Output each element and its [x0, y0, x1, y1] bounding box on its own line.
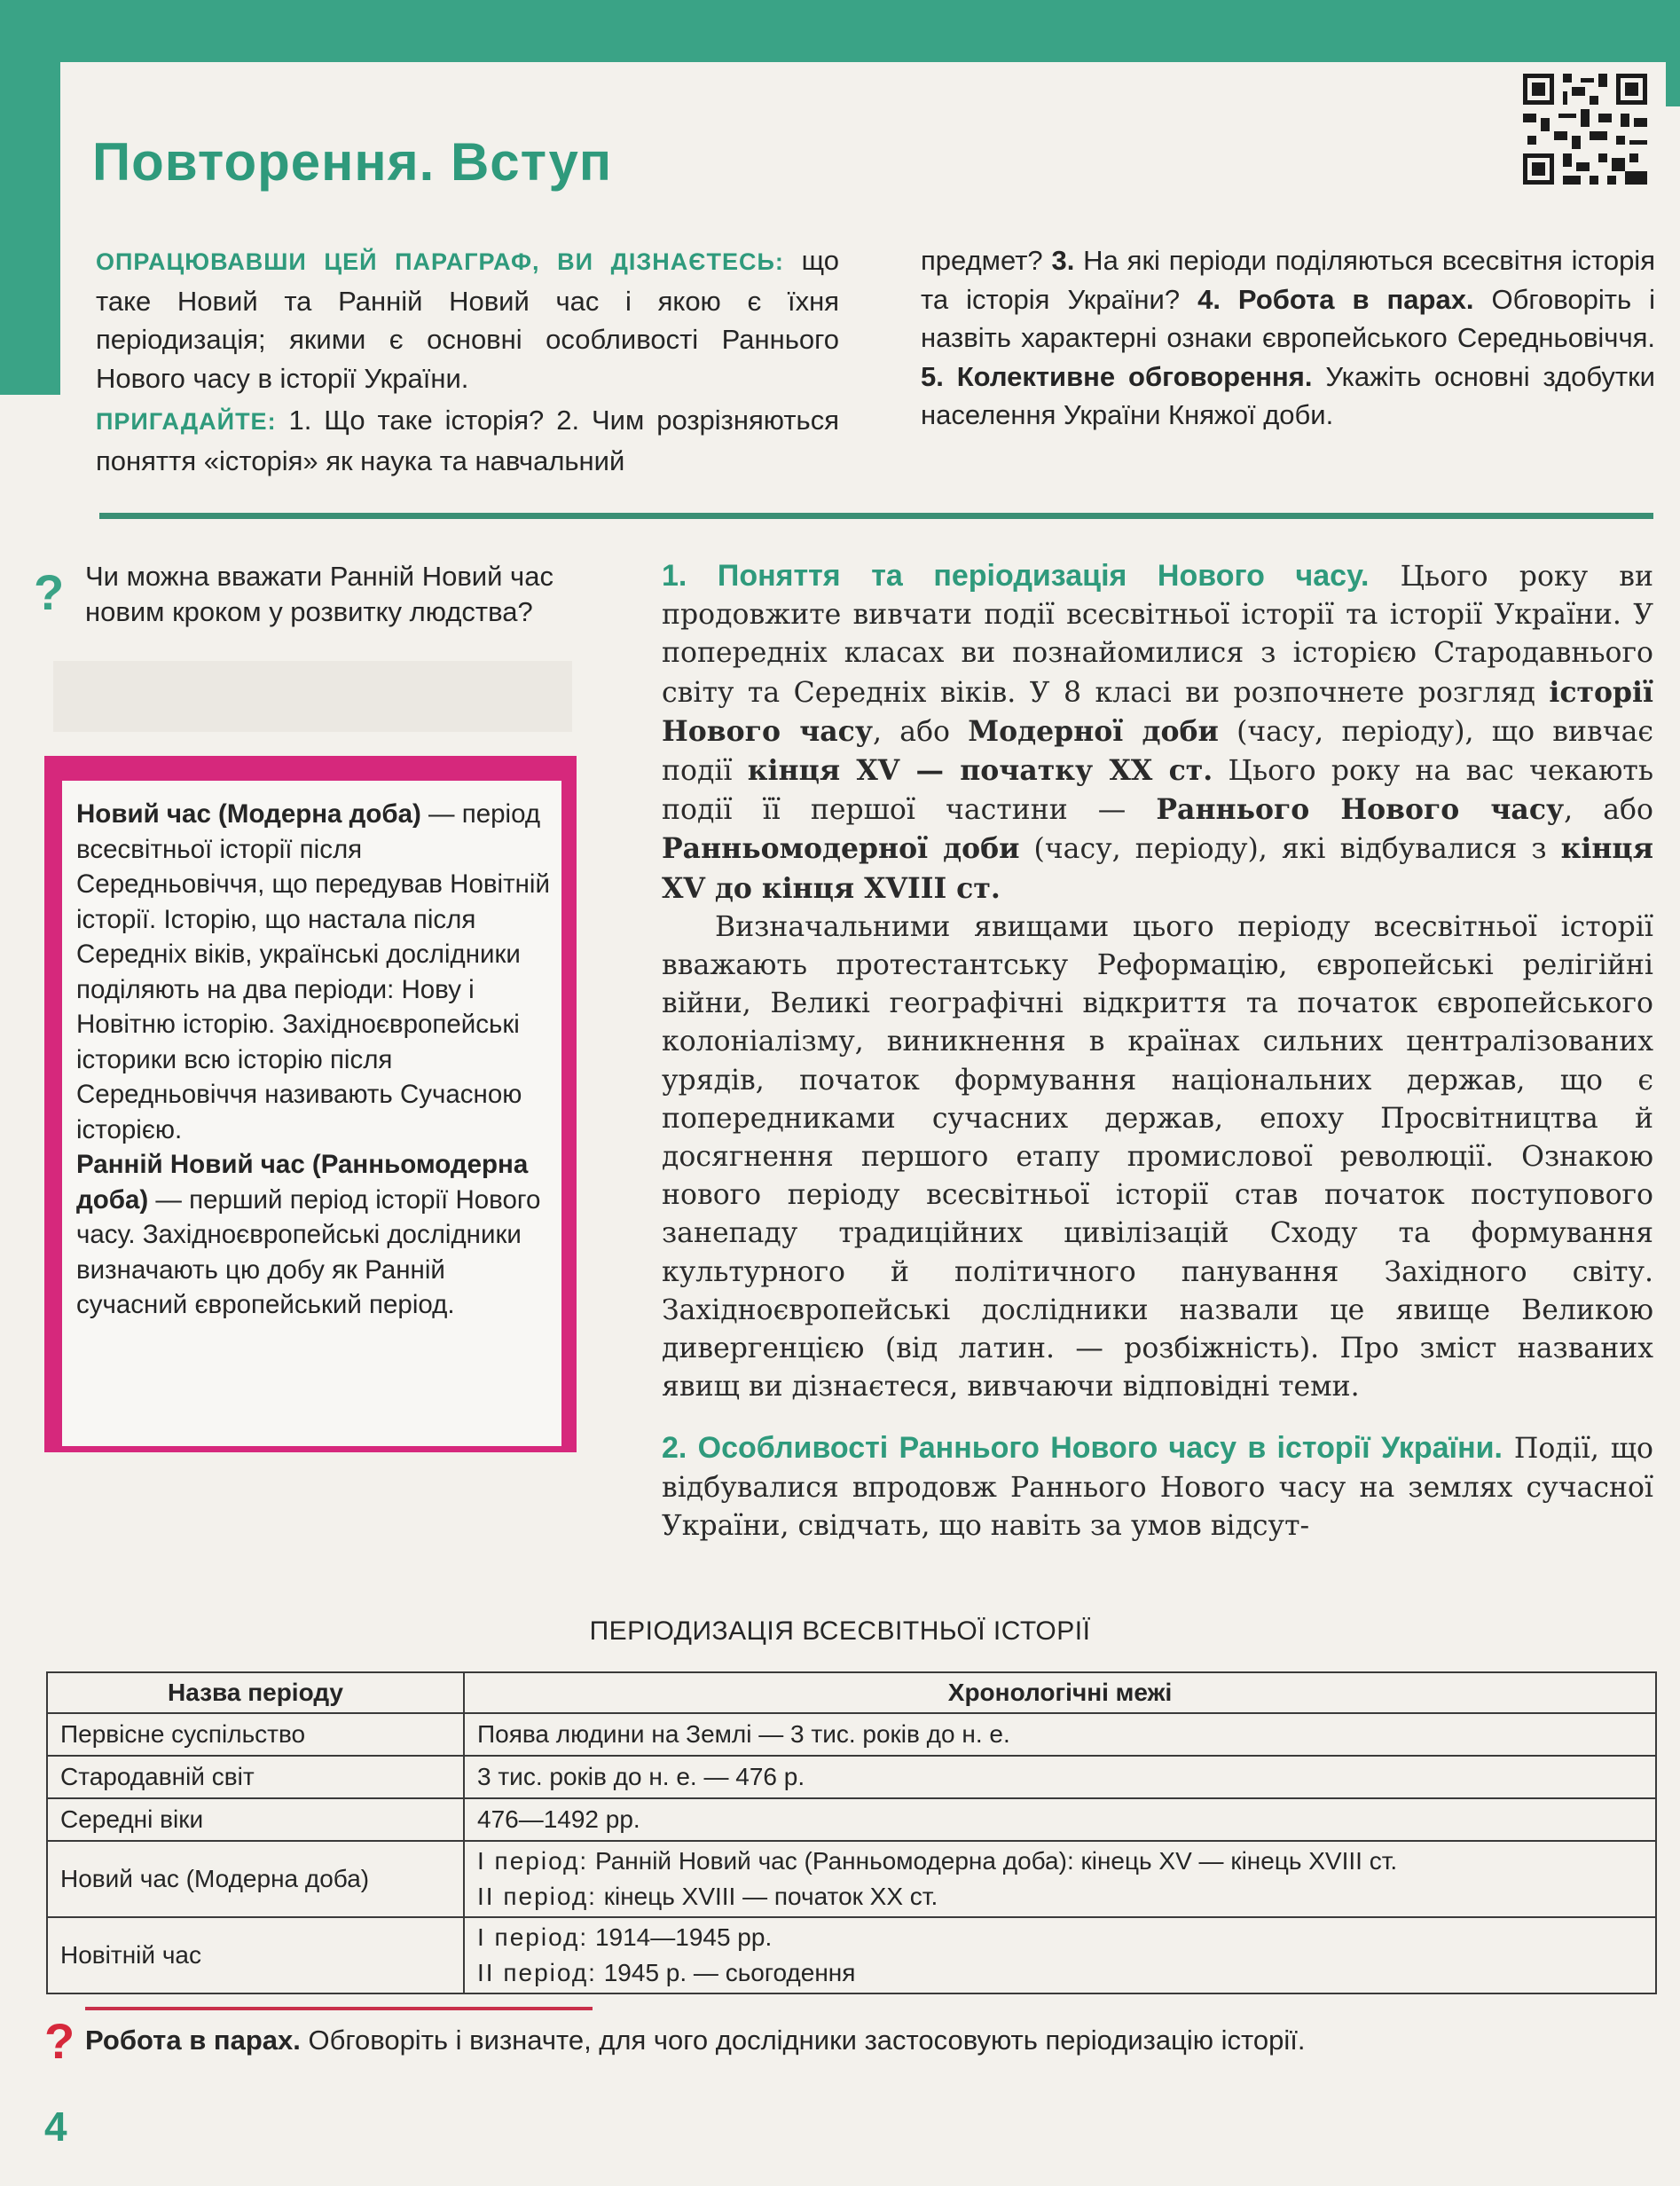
s1-bold-5: Ранньомодерної доби [662, 832, 1020, 866]
margin-faded-strip [53, 661, 572, 732]
s1-text-6: (часу, періоду), які відбувалися з [1019, 833, 1561, 866]
s1-bold-1: історії Нового часу [662, 675, 1653, 748]
recall-question-1-2: 1. Що таке історія? 2. Чим розрізняються поняття «історія» як наука та навчальний [96, 405, 839, 476]
s1-text-2: , або [873, 715, 969, 748]
table-row [47, 1841, 1656, 1917]
table-row [47, 1713, 1656, 1756]
recall-label: ПРИГАДАЙТЕ: [96, 408, 277, 435]
subperiod-label: I період: [477, 1923, 589, 1951]
subperiod-label: I період: [477, 1847, 589, 1875]
intro-lead-label: ОПРАЦЮВАВШИ ЦЕЙ ПАРАГРАФ, ВИ ДІЗНАЄТЕСЬ: [96, 248, 784, 275]
period-range [464, 1917, 1656, 1993]
s1-bold-4: Раннього Нового часу [1156, 793, 1565, 827]
period-name: Середні віки [47, 1798, 464, 1841]
qr-code-icon[interactable] [1519, 69, 1652, 189]
subperiod-label: II період: [477, 1959, 597, 1986]
question-3-number: 3. [1051, 245, 1075, 276]
section-divider [99, 513, 1653, 519]
s1-text-1: Цього року ви продовжите вивчати події всесвітньої історії та історії України. У попередніх класах ви познайомилися з історією Стародавнього світу та Середніх віків. У 8 класі ви розпочнете розгляд [662, 561, 1653, 709]
intro-lead-text: що таке Новий та Ранній Новий час і якою є їхня періодизація; якими є основні особливості Раннього Нового часу в історії України. [96, 245, 840, 394]
term-early-modern: Ранній Новий час (Ранньомодерна доба) [76, 1150, 529, 1215]
table-row [47, 1756, 1656, 1798]
s1-text-5: , або [1564, 794, 1653, 827]
subperiod-text: кінець XVIII — початок XX ст. [596, 1883, 938, 1910]
pair-question-mark-icon: ? [44, 2013, 75, 2069]
section-1-heading: 1. Поняття та періодизація Нового часу. [662, 559, 1370, 593]
question-mark-icon: ? [34, 564, 65, 620]
recall-continued: предмет? [921, 245, 1052, 276]
pair-task-rule [85, 2007, 593, 2010]
table-row [47, 1798, 1656, 1841]
intro-right-column [921, 241, 1655, 435]
period-range [464, 1841, 1656, 1917]
table-row [47, 1917, 1656, 1993]
page-number: 4 [44, 2103, 67, 2150]
subperiod-text: 1914—1945 рр. [588, 1923, 773, 1951]
period-name: Первісне суспільство [47, 1713, 464, 1756]
s1-text-3: (часу, періоду), що вивчає події [662, 715, 1654, 788]
definition-modern-era: — період всесвітньої історії після Середньовіччя, що передував Новітній історії. Історію, що настала після Середніх віків, українські дослідники поділяють на два періоди: Нову і Новітню історію. Західноєвропейські історики всю історію після Середньовіччя називають Сучасною історією. [76, 799, 550, 1144]
question-5-text: Укажіть основні здобутки населення України Княжої доби. [921, 360, 1655, 430]
question-4-text: Обговоріть і назвіть характерні ознаки європейського Середньовіччя. [921, 283, 1655, 353]
section-2-heading: 2. Особливості Раннього Нового часу в історії України. [662, 1431, 1503, 1466]
period-range: 476—1492 рр. [464, 1798, 1656, 1841]
question-3-text: На які періоди поділяються всесвітня історія та історія України? [921, 245, 1655, 315]
s1-bold-6: кінця XV до кінця XVIII ст. [662, 832, 1653, 905]
page-title: Повторення. Вступ [92, 132, 613, 192]
s1-text-4: Цього року на вас чекають події її першої частини — [662, 755, 1653, 827]
term-modern-era: Новий час (Модерна доба) [76, 799, 421, 829]
pair-task [85, 2025, 1305, 2056]
subperiod-text: Ранній Новий час (Ранньомодерна доба): кінець XV — кінець XVIII ст. [588, 1847, 1398, 1875]
periodization-table [46, 1671, 1657, 1994]
period-range: Поява людини на Землі — 3 тис. років до н. е. [464, 1713, 1656, 1756]
s1-bold-2: Модерної доби [968, 714, 1219, 748]
column-header-period: Назва періоду [47, 1672, 464, 1713]
period-name: Новий час (Модерна доба) [47, 1841, 464, 1917]
article-paragraph-2: Визначальними явищами цього періоду всесвітньої історії вважають протестантську Реформацію, європейські релігійні війни, Великі географічні відкриття та початок європейського колоніалізму, виникнення в країнах сильних централізованих урядів, початок формування національних держав, що є попередниками сучасних держав, епоху Просвітництва й досягнення першого етапу промислової революції. Ознакою нового періоду всесвітньої історії став початок поступового занепаду традиційних цивілізацій Сходу та формування культурного й політичного панування Західного світу. Західноєвропейські дослідники назвали це явище Великою дивергенцією (від латин. — розбіжність). Про зміст названих явищ ви дізнаєтеся, вивчаючи відповідні теми. [662, 910, 1653, 1404]
table-header-row [47, 1672, 1656, 1713]
question-4-label: 4. Робота в парах. [1197, 283, 1474, 315]
definition-text [76, 797, 555, 1323]
column-header-chronology: Хронологічні межі [464, 1672, 1656, 1713]
question-5-label: 5. Колективне обговорення. [921, 360, 1313, 392]
article-text [662, 557, 1653, 1545]
period-name: Стародавній світ [47, 1756, 464, 1798]
pair-task-text: Обговоріть і визначте, для чого дослідники застосовують періодизацію історії. [300, 2025, 1306, 2056]
period-name: Новітній час [47, 1917, 464, 1993]
section-2-text: Події, що відбувалися впродовж Раннього Нового часу на землях сучасної України, свідчать, що навіть за умов відсут- [662, 1433, 1653, 1542]
subperiod-text: 1945 р. — сьогодення [596, 1959, 856, 1986]
definition-early-modern: — перший період історії Нового часу. Західноєвропейські дослідники визначають цю добу як Ранній сучасний європейський період. [76, 1184, 541, 1319]
pair-task-label: Робота в парах. [85, 2025, 301, 2056]
margin-question: Чи можна вважати Ранній Новий час новим кроком у розвитку людства? [85, 561, 553, 627]
table-title: ПЕРІОДИЗАЦІЯ ВСЕСВІТНЬОЇ ІСТОРІЇ [589, 1616, 1091, 1646]
intro-left-column [96, 241, 839, 480]
s1-bold-3: кінця XV — початку XX ст. [747, 754, 1213, 788]
period-range: 3 тис. років до н. е. — 476 р. [464, 1756, 1656, 1798]
left-color-band [0, 0, 60, 395]
subperiod-label: II період: [477, 1883, 597, 1910]
